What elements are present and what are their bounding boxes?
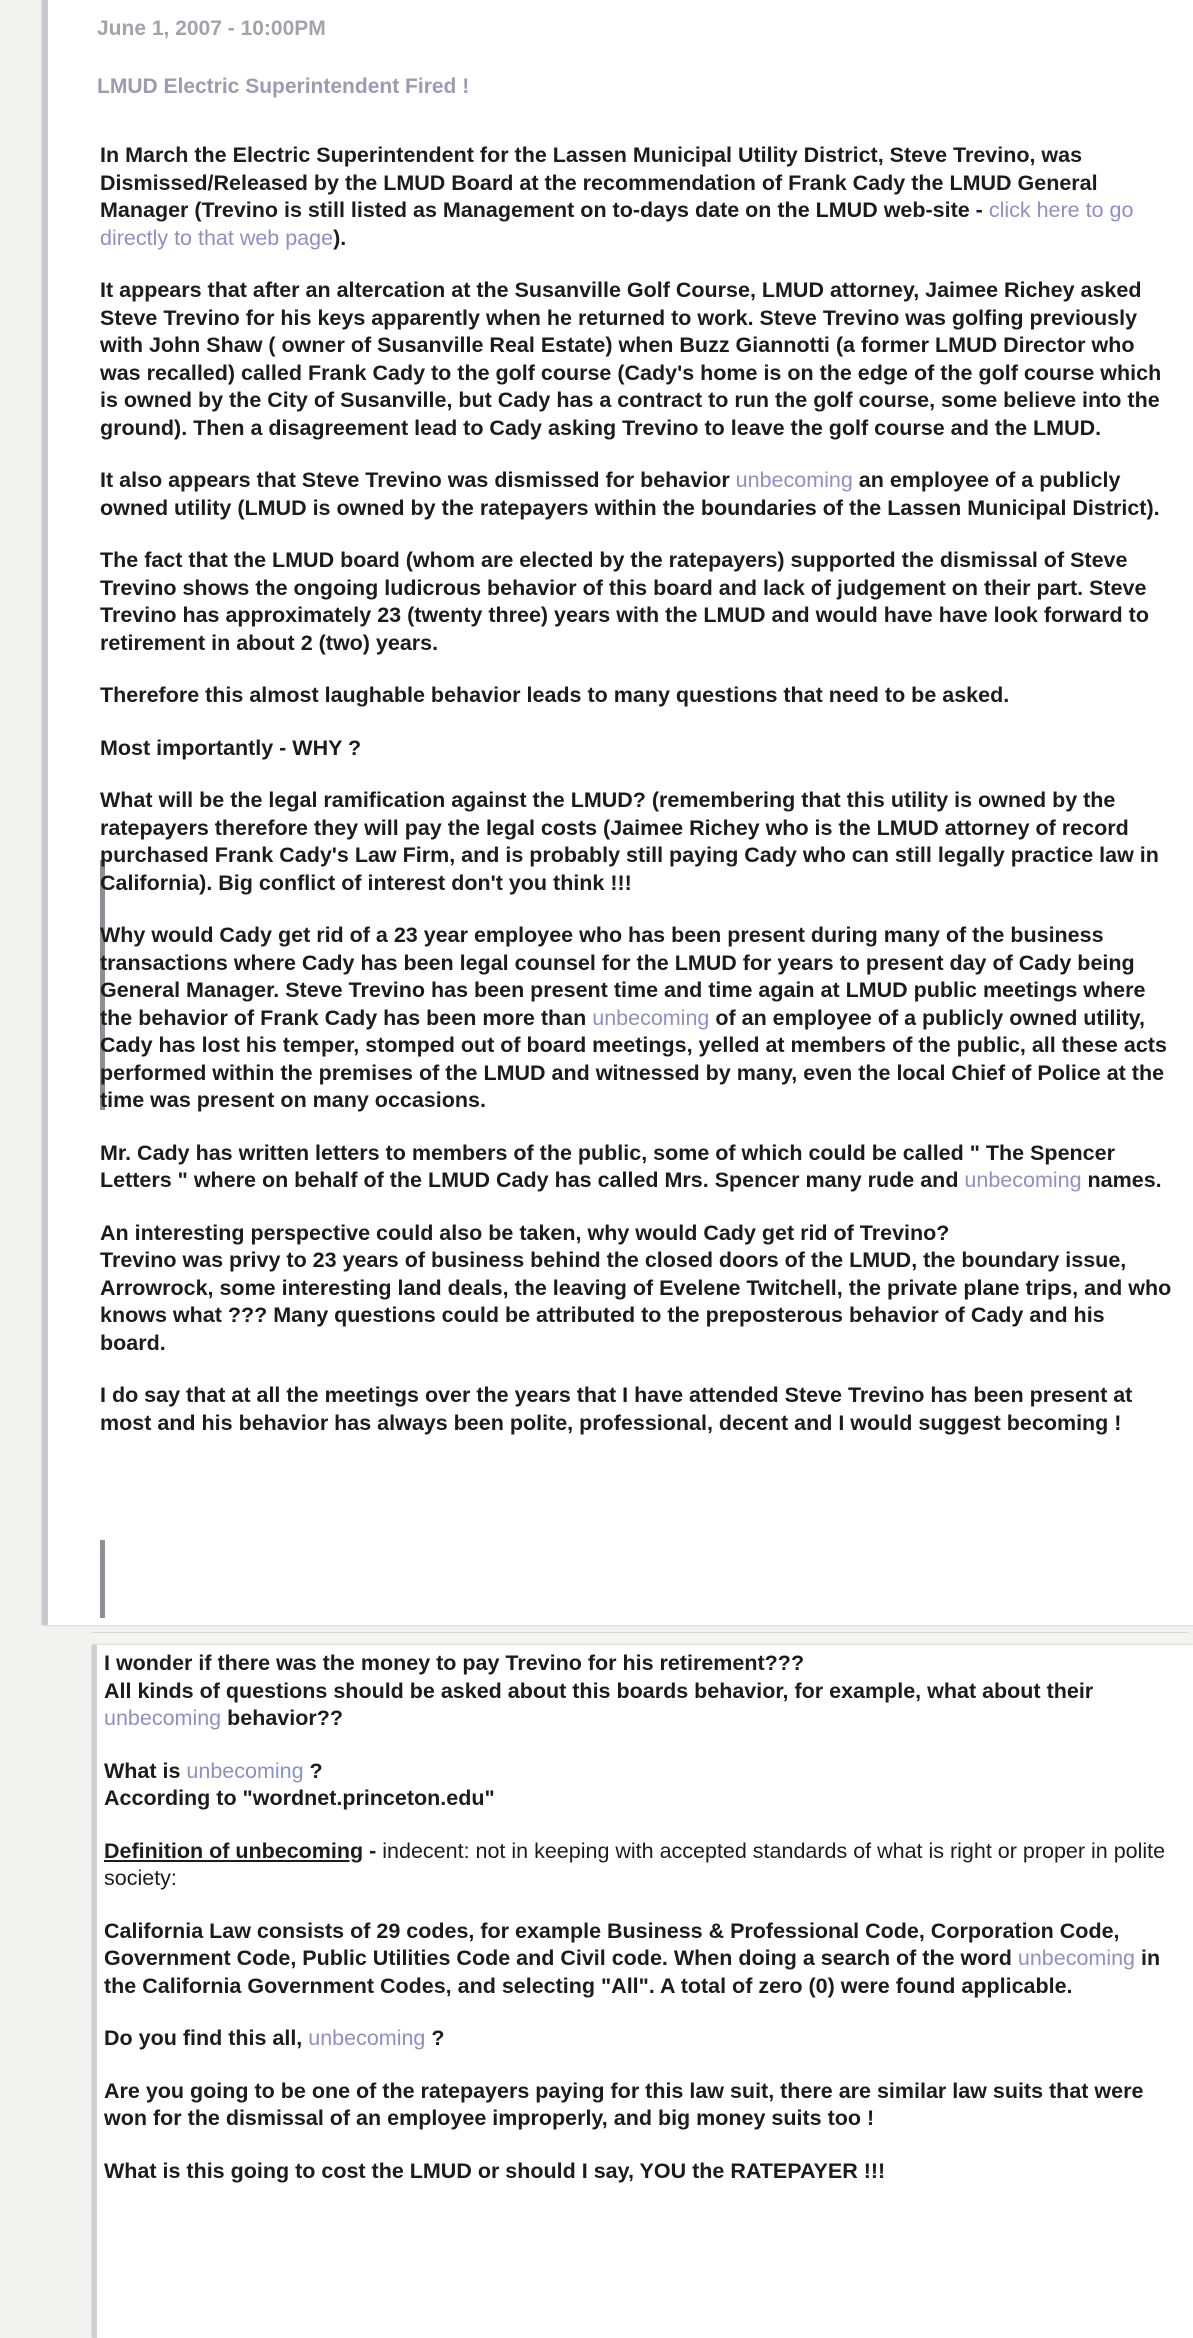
- unbecoming-link[interactable]: unbecoming: [735, 468, 853, 492]
- paragraph: The fact that the LMUD board (whom are elected by the ratepayers) supported the dismissal of Steve Trevino shows the ongoing ludicrous behavior of this board and lack of judgement on their part. Steve Trevino has approximately 23 (twenty three) years with the LMUD and would have have look forward to retirement in about 2 (two) years.: [100, 548, 1149, 655]
- paragraph: [100, 142, 1175, 252]
- paragraph-text: It also appears that Steve Trevino was dismissed for behavior: [100, 468, 736, 492]
- unbecoming-link[interactable]: unbecoming: [104, 1706, 222, 1730]
- paragraph: [104, 1918, 1174, 2001]
- paragraph: What will be the legal ramification against the LMUD? (remembering that this utility is owned by the ratepayers therefore they will pay the legal costs (Jaimee Richey who is the LMUD attorney of record purchased Frank Cady's Law Firm, and is probably still paying Cady who can still legally practice law in California). Big conflict of interest don't you think !!!: [100, 788, 1159, 895]
- paragraph-text: I wonder if there was the money to pay Trevino for his retirement???: [104, 1651, 805, 1675]
- paragraph-text: ).: [333, 225, 347, 250]
- unbecoming-link[interactable]: unbecoming: [1017, 1946, 1136, 1970]
- paragraph: Most importantly - WHY ?: [100, 735, 362, 760]
- paragraph-text: Trevino was privy to 23 years of business behind the closed doors of the LMUD, the boundary issue, Arrowrock, some interesting land deals, the leaving of Evelene Twitchell, the private plane trips, and who knows what ??? Many questions could be attributed to the preposterous behavior of Cady and his board.: [100, 1248, 1172, 1355]
- paragraph: [104, 2025, 1174, 2053]
- paragraph-text: of an employee of a publicly owned utility, Cady has lost his temper, stomped out of board meetings, yelled at members of the public, all these acts performed within the premises of the LMUD and witnessed by many, even the local Chief of Police at the time was present on many occasions.: [100, 1005, 1167, 1112]
- paragraph: [104, 1758, 1174, 1813]
- paragraph-text: an employee of a publicly owned utility (LMUD is owned by the ratepayers within the boundaries of the Lassen Municipal District).: [100, 468, 1160, 520]
- paragraph: [100, 1220, 1175, 1358]
- paragraph: [100, 922, 1175, 1115]
- post-date: June 1, 2007 - 10:00PM: [97, 17, 326, 40]
- separator: -: [363, 1838, 383, 1863]
- paragraph: I do say that at all the meetings over the years that I have attended Steve Trevino has been present at most and his behavior has always been polite, professional, decent and I would suggest becoming !: [100, 1383, 1133, 1435]
- paragraph: Are you going to be one of the ratepayers paying for this law suit, there are similar law suits that were won for the dismissal of an employee improperly, and big money suits too !: [104, 2078, 1144, 2130]
- paragraph-text: All kinds of questions should be asked about this boards behavior, for example, what about their: [104, 1678, 1094, 1703]
- unbecoming-link[interactable]: unbecoming: [308, 2026, 426, 2050]
- paragraph: [104, 1650, 1174, 1733]
- paragraph-text: ?: [303, 1758, 323, 1783]
- paragraph-text: In March the Electric Superintendent for the Lassen Municipal Utility District, Steve Trevino, was Dismissed/Released by the LMUD Board at the recommendation of Frank Cady the LMUD General Manager (Trevino is still listed as Management on to-days date on the LMUD web-site -: [100, 143, 1098, 222]
- paragraph-text: names.: [1081, 1168, 1162, 1192]
- definition: [104, 1838, 1174, 1893]
- definition-text: indecent: not in keeping with accepted standards of what is right or proper in polite society:: [104, 1838, 1166, 1890]
- paragraph-text: What is: [104, 1758, 187, 1783]
- paragraph-text: According to "wordnet.princeton.edu": [104, 1786, 495, 1810]
- unbecoming-link[interactable]: unbecoming: [964, 1168, 1082, 1192]
- paragraph: Therefore this almost laughable behavior leads to many questions that need to be asked.: [100, 683, 1010, 707]
- paragraph: [100, 467, 1175, 522]
- unbecoming-link[interactable]: unbecoming: [186, 1758, 304, 1783]
- paragraph-text: in the California Government Codes, and selecting "All". A total of zero (0) were found applicable.: [104, 1946, 1161, 1998]
- paragraph-text: ?: [425, 2026, 445, 2050]
- paragraph: [100, 1140, 1175, 1195]
- definition-term: Definition of unbecoming: [104, 1838, 364, 1863]
- unbecoming-link[interactable]: unbecoming: [592, 1005, 710, 1030]
- closing-paragraph: What is this going to cost the LMUD or should I say, YOU the RATEPAYER !!!: [104, 2158, 886, 2183]
- scan-margin-mark: [100, 1540, 105, 1618]
- web-page-link[interactable]: click here to go directly to that web page: [100, 198, 1134, 250]
- paragraph-text: Why would Cady get rid of a 23 year employee who has been present during many of the business transactions where Cady has been legal counsel for the LMUD for years to present day of Cady being General Manager. Steve Trevino has been present time and time again at LMUD public meetings where the behavior of Frank Cady has been more than: [100, 923, 1146, 1030]
- article-headline: LMUD Electric Superintendent Fired !: [97, 74, 470, 98]
- paragraph-text: behavior??: [221, 1706, 343, 1730]
- article-body-continued: [104, 1650, 1174, 2185]
- paragraph-text: Mr. Cady has written letters to members of the public, some of which could be called " The Spencer Letters " where on behalf of the LMUD Cady has called Mrs. Spencer many rude and: [100, 1140, 1115, 1192]
- paragraph-text: California Law consists of 29 codes, for example Business & Professional Code, Corporation Code, Government Code, Public Utilities Code and Civil code. When doing a search of the word: [104, 1918, 1120, 1970]
- paragraph-text: An interesting perspective could also be taken, why would Cady get rid of Trevino?: [100, 1220, 950, 1245]
- article-body: [97, 15, 1175, 1462]
- page-divider: [92, 1632, 1188, 1633]
- paragraph-text: Do you find this all,: [104, 2026, 309, 2050]
- paragraph: It appears that after an altercation at the Susanville Golf Course, LMUD attorney, Jaimee Richey asked Steve Trevino for his keys apparently when he returned to work. Steve Trevino was golfing previously with John Shaw ( owner of Susanville Real Estate) when Buzz Giannotti (a former LMUD Director who was recalled) called Frank Cady to the golf course (Cady's home is on the edge of the golf course which is owned by the City of Susanville, but Cady has a contract to run the golf course, some believe into the ground). Then a disagreement lead to Cady asking Trevino to leave the golf course and the LMUD.: [100, 278, 1162, 440]
